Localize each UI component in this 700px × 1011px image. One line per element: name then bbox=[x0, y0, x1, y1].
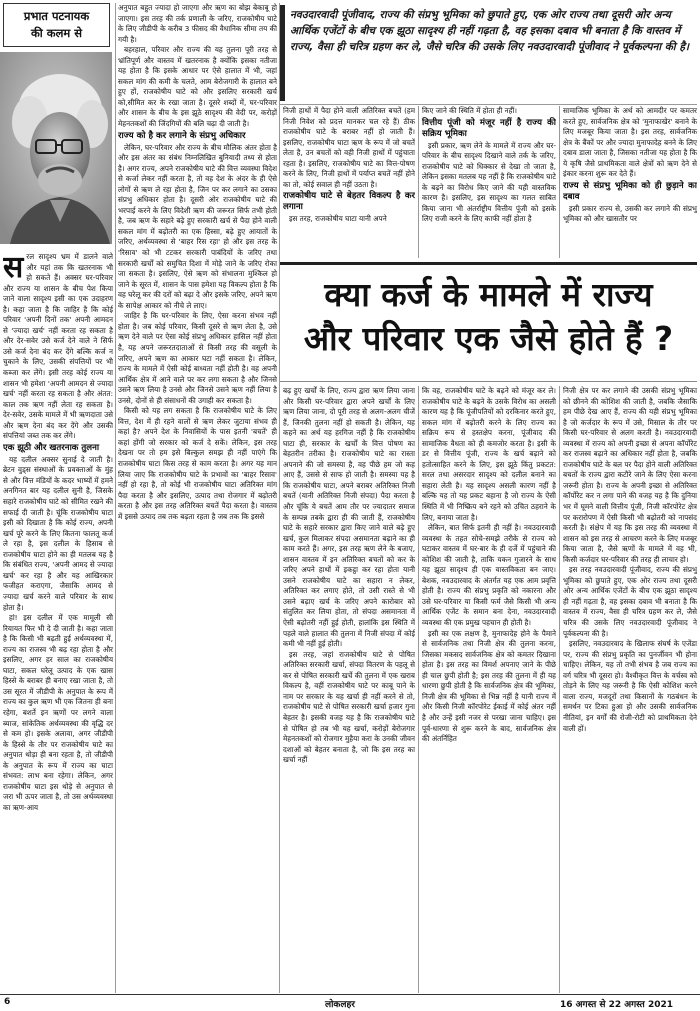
article-column-6 bbox=[563, 386, 697, 993]
article-column-3c bbox=[563, 106, 697, 258]
author-name: प्रभात पटनायक bbox=[23, 9, 90, 23]
subheading: एक झूठी और खतरनाक तुलना bbox=[3, 442, 100, 453]
pull-quote bbox=[280, 5, 697, 101]
column-paragraph: किए जाने की स्थिति में होता ही नहीं। bbox=[422, 106, 517, 115]
column-paragraph: इसी प्रकार राज्य से, उसकी कर लगाने की संप्रभु भूमिका को और खासतौर पर bbox=[563, 203, 697, 224]
headline-line-1: क्या कर्ज के मामले में राज्य bbox=[324, 275, 653, 314]
author-byline bbox=[3, 3, 110, 47]
article-headline bbox=[280, 262, 697, 382]
paragraph-text: रल सादृश्य भ्रम में डालने वाले और यहां तक कि खतरनाक भी हो सकते हैं। अक्सर घर-परिवार और राज्य या शासन के बीच पेश किया जाने वाला सादृश्य इसी का एक उदाहरण है। कहा जाता है कि जाहिर है कि कोई परिवार 'अपनी दिनों तक' अपनी आमदन से 'ज्यादा खर्च' नहीं करता रह सकता है और देर-सवेर उसे कर्ज देने वाले ने सिर्फ उसे कर्ज देना बंद कर देंगे बल्कि कर्ज न चुकाने के लिए, उसकी संपत्तियों पर भी कब्जा कर लेंगे। इसी तरह कोई राज्य या शासन भी हमेशा 'अपनी आमदन से ज्यादा खर्च' नहीं करता रह सकता है और अंतत: काल तक ऋण नहीं लेता रह सकता है। देर-सवेर, उसके मामले में भी ऋणदाता उसे और ऋण देना बंद कर देंगे और उसकी संपत्तियां जब्त तक कर लेंगे। bbox=[3, 252, 113, 441]
column-divider bbox=[279, 3, 280, 993]
column-paragraph: अनुपात बहुत ज्यादा हो जाएगा और ऋण का बोझ बेकाबू हो जाएगा। इस तरह की तर्क प्रणाली के जरिए, राजकोषीय घाटे के लिए जीडीपी के करीब 3 फीसद की वैधानिक सीमा तय की गयी है। bbox=[118, 3, 277, 44]
article-column-1 bbox=[3, 252, 113, 992]
subheading: वित्तीय पूंजी को मंजूर नहीं है राज्य की सक्रिय भूमिका bbox=[422, 117, 556, 139]
column-divider bbox=[418, 106, 419, 258]
headline-line-2: और परिवार एक जैसे होते हैं ? bbox=[303, 319, 674, 358]
subheading: राज्य को है कर लगाने के संप्रभु अधिकार bbox=[118, 130, 246, 141]
column-paragraph: लेकिन, घर-परिवार और राज्य के बीच मौलिक अंतर होता है और इस अंतर का संबंध निम्नलिखित बुनियादी तथ्य से होता है। अगर राज्य, अपने राजकोषीय घाटे की वित्त व्यवस्था विदेश से कर्जा लेकर नहीं करता है, तो वह देश के अंदर के ही ऐसे लोगों से ऋण ले रहा होता है, जिन पर कर लगाने का उसका संप्रभु अधिकार होता है। दूसरी ओर राजकोषीय घाटे की भरपाई करने के लिए विदेशी ऋण की जरूरत सिर्फ तभी होती है, जब ऋण के सहारे बढ़े हुए सरकारी खर्च से पैदा होने वाली सकल मांग में बढ़ोतरी का एक हिस्सा, बढ़े हुए आयातों के जरिए, अर्थव्यवस्था से 'बाहर रिस रहा' हो और इस तरह के 'रिसाव' को भी टटकर सरकारी पाबंदियों के जरिए तथा सरकारी खर्चों को समुचित दिशा में मोड़े जाने के जरिए रोका जा सकता है। इसलिए, ऐसे ऋण को संभालना मुश्किल हो जाने के सूरत में, शासन के पास हमेशा यह विकल्प होता है कि वह घरेलू कर की दरों को बढ़ा दे और इसके जरिए, अपने ऋण के सापेक्ष आकार को नीचे ले लाए। bbox=[118, 142, 277, 310]
page-footer bbox=[0, 996, 700, 1011]
column-paragraph: बहरहाल, परिवार और राज्य की यह तुलना पूरी तरह से भ्रांतिपूर्ण और वास्तव में खतरनाक है क्योंकि इसका नतीजा यह होता है कि इसके आधार पर ऐसे हालात में भी, जहां सकल मांग की कमी के चलते, आम बेरोजगारी के हालात बने हुए हों, राजकोषीय घाटे को और इसलिए सरकारी खर्च को,सीमित कर के रखा जाता है। दूसरे शब्दों में, घर-परिवार और शासन के बीच के इस झूठे सादृश्य की वेदी पर, करोड़ों मेहनतकशों की जिंदगियों की बलि चढ़ा दी जाती है। bbox=[118, 45, 277, 129]
pull-quote-text: नवउदारवादी पूंजीवाद, राज्य की संप्रभु भूमिका को छुपाते हुए, एक ओर राज्य तथा दूसरी ओर अन्य आर्थिक एजेंटों के बीच एक झूठा सादृश्य ही नहीं गढ़ता है, वह इसका दबाव भी बनाता है कि वास्तव में राज्य, वैसा ही चरित्र ग्रहण कर ले, जैसे चरित्र की उसके लिए नवउदारवादी पूंजीवाद ने पूर्वकल्पना की है। bbox=[290, 9, 689, 54]
column-paragraph: इसी प्रकार, ऋण लेने के मामले में राज्य और घर-परिवार के बीच सादृश्य दिखाने वाले तर्क के जरिए, राजकोषीय घाटे को धिक्कार से देखा तो जाता है, लेकिन इसका मतलब यह नहीं है कि राजकोषीय घाटे के बढ़ने का विरोध किए जाने की यही वास्तविक कारण है। इसलिए, इस सादृश्य का गलत साबित किया जाना भी अंतर्राष्ट्रीय वित्तीय पूंजी को इसके लिए राजी करने के लिए काफी नहीं होता है bbox=[422, 140, 556, 224]
column-paragraph: यह दलील अक्सर सुनाई दे जाती है। ब्रेटन वुड्स संस्थाओं के प्रवक्ताओं के मुंह से और वित्त मंडियों के कदर भाष्यों में हमने अनगिनत बार यह दलील सुनी है, जिसके सहारे राजकोषीय घाटे को सीमित रखने की सफाई दी जाती है। चूंकि राजकोषीय घाटा इसी को दिखाता है कि कोई राज्य, अपनी खर्च पूरे करने के लिए कितना फालतू कर्ज ले रहा है, इस दलील के हिसाब से राजकोषीय घाटा होने का ही मतलब यह है कि संबंधित राज्य, 'अपनी आमद से ज्यादा खर्च' कर रहा है और यह आखिरकार फजीहत कराएगा, जैसाकि आमद से ज्यादा खर्च करने वाले परिवार के साथ होता है। bbox=[3, 454, 113, 612]
column-paragraph: हां! इस दलील में एक मामूली सी रियायत फिर भी दे दी जाती है। कहा जाता है कि किसी भी बढ़ती हुई अर्थव्यवस्था में, राज्य का राजस्व भी बढ़ रहा होता है और इसलिए, अगर हर साल का राजकोषीय घाटा, सकल घरेलू उत्पाद के एक खास हिस्से के बराबर ही बनाए रखा जाता है, तो उस सूरत में जीडीपी के अनुपात के रूप में राज्य का कुल ऋण भी एक जितना ही बना रहेगा, बशर्ते इन ऋणों पर लगने वाला ब्याज, सांकेतिक अर्थव्यवस्था की वृद्धि दर से कम हो। इसके अलावा, अगर जीडीपी के हिस्से के तौर पर राजकोषीय घाटे का अनुपात थोड़ा ही बना रहता है, तो जीडीपी के अनुपात के रूप में राज्य का घाटा संभवत: लाभ बना रहेगा। लेकिन, अगर राजकोषीय घाटा इस थोड़े से अनुपात से जरा भी ऊपर जाता है, तो उस अर्थव्यवस्था का ऋण-आय bbox=[3, 613, 113, 812]
column-paragraph: निजी हाथों में पैदा होने वाली अतिरिक्त बचतें (हम निजी निवेश को प्रदत्त मानकर चल रहे हैं) ठीक राजकोषीय घाटे के बराबर नहीं हो जाती हैं। इसलिए, राजकोषीय घाटा ऋण के रूप में जो बचतें लेता है, उन बचतों को वही निजी हाथों में पहुंचाता रहता है। इसलिए, राजकोषीय घाटे का वित्त-पोषण करने के लिए, निजी हाथों में पर्याप्त बचतें नहीं होने का तो, कोई सवाल ही नहीं उठता है। bbox=[283, 106, 415, 189]
article-column-4 bbox=[283, 386, 415, 993]
article-column-2 bbox=[118, 3, 277, 993]
column-divider bbox=[418, 386, 419, 993]
issue-date: 16 अगस्त से 22 अगस्त 2021 bbox=[560, 1000, 673, 1010]
column-divider bbox=[559, 106, 560, 258]
author-photo bbox=[0, 52, 112, 244]
column-paragraph: इस तरह, जहां राजकोषीय घाटे से पोषित अतिरिक्त सरकारी खर्चा, संपदा वितरण के पहलू से कर से पोषित सरकारी खर्चे की तुलना में एक खराब विकल्प है, वहीं राजकोषीय घाटे पर काबू पाने के नाम पर सरकार के यह खर्चा ही नहीं करने से तो, राजकोषीय घाटे से पोषित सरकारी खर्चा हजार गुना बेहतर है। इसकी वजह यह है कि राजकोषीय घाटे से पोषित हो तब भी यह खर्चा, करोड़ों बेरोजगार मेहनतकशों को रोजगार मुहैया करा के उनकी जीवन दशाओं को बेहतर बनाता है, जो कि इस तरह का खर्चा नहीं bbox=[283, 649, 415, 765]
article-column-3b bbox=[422, 106, 556, 258]
column-divider bbox=[559, 386, 560, 993]
column-paragraph: इसी का एक लक्षण है, मुनाफादेह होने के पैमाने से सार्वजनिक तथा निजी क्षेत्र की तुलना करना, जिसका मकसद सार्वजनिक क्षेत्र को कमतर दिखाना होता है। इस तरह का विमर्श अपनाए जाने के पीछे ही चाल छुपी होती है; इस तरह की तुलना में ही यह धारणा छुपी होती है कि सार्वजनिक क्षेत्र की भूमिका, निजी क्षेत्र की भूमिका से भिन्न नहीं है यानी राज्य में और किसी निजी कॉरपोरेट ईकाई में कोई अंतर नहीं है और उन्हें इसी नजर से परखा जाना चाहिए। इस पूर्व-धारणा से शुरू करने के बाद, सार्वजनिक क्षेत्र की अंतर्निहित bbox=[422, 628, 556, 744]
column-paragraph: जाहिर है कि घर-परिवार के लिए, ऐसा करना संभव नहीं होता है। जब कोई परिवार, किसी दूसरे से ऋण लेता है, उसे ऋण देने वाले पर ऐसा कोई संप्रभु अधिकार हासिल नहीं होता है, यह अपने जरूरतदाताओं से किसी तरह की वसूली के जरिए, अपने ऋण का आकार घटा नहीं सकता है। लेकिन, राज्य के मामले में ऐसी कोई बाध्यता नहीं होती है। वह अपनी आर्थिक क्षेत्र में आने वाले पर कर लगा सकता है और जिनसे उसने ऋण लिया है उनसे और जिनसे उसने ऋण नहीं लिया है उनसे, दोनों से ही संसाधनों की उगाही कर सकता है। bbox=[118, 311, 277, 405]
section-divider bbox=[280, 104, 697, 105]
article-column-3a bbox=[283, 106, 415, 258]
column-paragraph: कि वह, राजकोषीय घाटे के बढ़ने को मंजूर कर ले। राजकोषीय घाटे के बढ़ने के उसके विरोध का असली कारण यह है कि पूंजीपतियों को दरकिनार करते हुए, सकल मांग में बढ़ोतरी करने के लिए राज्य का सक्रिय रूप से हस्तक्षेप करना, पूंजीवाद की सामाजिक वैधता को ही कमजोर करता है। इसी के डर से वित्तीय पूंजी, राज्य के खर्च बढ़ाने को हतोत्साहित करने के लिए, इस झूठे किंतु प्रकटत: सरल तथा असरदार सादृश्य को दलील बनाने का सहारा लेती है। यह सादृश्य असली कारण नहीं है बल्कि यह तो यह प्रकट बहाना है जो राज्य के ऐसी स्थिति में भी निष्क्रिय बने रहने को उचित ठहराने के लिए, बनाया जाता है। bbox=[422, 386, 556, 522]
column-paragraph: निजी क्षेत्र पर कर लगाने की उसकी संप्रभु भूमिका को छीनने की कोशिश की जाती है, जबकि जैसाकि हम पीछे देख आए हैं, राज्य की यही संप्रभु भूमिका है जो कर्जदार के रूप में उसे, मिसाल के तौर पर किसी घर-परिवार से अलग करती है। नवउदारवादी व्यवस्था में राज्य को अपनी इच्छा से अपना कॉर्पोरेट कर राजस्व बढ़ाने का अधिकार नहीं होता है, जबकि राजकोषीय घाटे के बल पर पैदा होने वाली अतिरिक्त बचतों के राज्य द्वारा कटौरे जाने के लिए ऐसा करना जरूरी होता है। राज्य के अपनी इच्छा से अतिरिक्त कॉर्पोरेट कर न लगा पाने की वजह यह है कि दुनिया भर में घूमने वाली वित्तीय पूंजी, निजी कॉरपोरेट क्षेत्र पर करारोपण में ऐसी किसी भी बढ़ोतरी को नापसंद करती है। संक्षेप में यह कि इस तरह की व्यवस्था में शासन को इस तरह से आचरण करने के लिए मजबूर किया जाता है, जैसे ऋणों के मामले में वह भी, किसी कर्जदार घर-परिवार की तरह ही लाचार हो। bbox=[563, 386, 697, 564]
page-number: 6 bbox=[4, 997, 11, 1007]
column-paragraph: बढ़ हुए खर्चों के लिए, राज्य द्वारा ऋण लिया जाना और किसी घर-परिवार द्वारा अपने खर्चों के लिए ऋण लिया जाना, दो पूरी तरह से अलग-अलग चीजें हैं, जिनकी तुलना नहीं हो सकती है। लेकिन, यह कहने का अर्थ यह हरगिज नहीं है कि राजकोषीय घाटा ही, सरकार के खर्चों के वित्त पोषण का बेहतरीन तरीका है। राजकोषीय घाटे का रास्ता अपनाने की जो समस्या है, वह पीछे हम जो कह आए हैं, उससे से साफ हो जाती है। समस्या यह है कि राजकोषीय घाटा, अपने बराबर अतिरिक्त निजी बचतें (यानी अतिरिक्त निजी संपदा) पैदा करता है और चूंकि ये बचतें आम तौर पर ज्यादातर समाज के सम्पन्न तबके द्वारा ही की जाती हैं, राजकोषीय घाटे के सहारे सरकार द्वारा किए जाने वाले बढ़े हुए खर्च, कुल मिलाकर संपदा असमानता बढ़ाने का ही काम करते हैं। अगर, इस तरह ऋण लेने के बजाए, शासन वास्तव में इन अतिरिक्त बचतों को कर के जरिए अपने हाथों में इकट्ठा कर रहा होता यानी उसने राजकोषीय घाटे का सहारा न लेकर, अतिरिक्त कर लगाए होते, तो उसी रास्ते से भी उसने बढ़ाए खर्च के जरिए अपने कारोबार को संतुलित कर लिया होता, तो संपदा असमानता में ऐसी बढ़ोतरी नहीं हुई होती, हालांकि इस स्थिति में पहले वाले हालात की तुलना में निजी संपदा में कोई कमी भी नहीं हुई होती। bbox=[283, 386, 415, 649]
column-paragraph: इसलिए, नवउदारवाद के खिलाफ संघर्ष के एजेंडा पर, राज्य की संप्रभु प्रकृति का पुनर्जीवन भी होना चाहिए। लेकिन, यह तो तभी संभव है जब राज्य का वर्ग चरित्र भी दूसरा हो। वैश्वीकृत वित्त के वर्चस्व को तोड़ने के लिए यह जरूरी है कि ऐसी कोशिश करने वाला राज्य, मजदूरों तथा किसानों के गठबंधन के समर्थन पर टिका हुआ हो और उसकी सार्वजनिक नीतियां, इन वर्गों की रोजी-रोटी को प्राथमिकता देने वाली हों। bbox=[563, 639, 697, 733]
subheading: राज्य से संप्रभु भूमिका को ही छुड़ाने का दबाव bbox=[563, 180, 697, 202]
subheading: राजकोषीय घाटे से बेहतर विकल्प है कर लगाना bbox=[283, 191, 415, 213]
newspaper-name: लोकलहर bbox=[325, 1000, 355, 1010]
article-column-5 bbox=[422, 386, 556, 993]
column-paragraph: इस तरह नवउदारवादी पूंजीवाद, राज्य की संप्रभु भूमिका को छुपाते हुए, एक ओर राज्य तथा दूसरी ओर अन्य आर्थिक एजेंटों के बीच एक झूठा सादृश्य ही नहीं गढ़ता है, वह इसका दबाव भी बनाता है कि वास्तव में राज्य, वैसा ही चरित्र ग्रहण कर ले, जैसे चरित्र की उसके लिए नवउदारवादी पूंजीवाद ने पूर्वकल्पना की है। bbox=[563, 565, 697, 638]
column-paragraph: किसी को यह लग सकता है कि राजकोषीय घाटे के लिए वित्त, देश में ही रहने वालों से ऋण लेकर जुटाया संभव ही कहां है? अपने देश के निवासियों के पास इतनी 'बचतें' ही कहां होंगी जो सरकार को कर्ज दे सकें। लेकिन, इस तरह देखना पर तो हम इसे बिल्कुल समझ ही नहीं पाएंगे कि राजकोषीय घाटा किस तरह से काम करता है। अगर यह मान लिया जाए कि राजकोषीय घाटे के प्रभावों का 'बाहर रिसाव' नहीं हो रहा है, तो कोई भी राजकोषीय घाटा अतिरिक्त मांग पैदा करता है और इसलिए, उत्पाद तथा रोजगार में बढ़ोतरी करता है और इस तरह अतिरिक्त बचतें पैदा करता है। वास्तव में इससे उत्पाद तब तक बढ़ता रहता है जब तक कि इससे bbox=[118, 406, 277, 521]
column-paragraph: सामाजिक भूमिका के अर्थ को आमदीर पर कमतर करते हुए, सार्वजनिक क्षेत्र को 'मुनाफाखेर' बनाने के लिए मजबूर किया जाता है। इस तरह, सार्वजनिक क्षेत्र के बैंकों पर और ज्यादा मुनाफादेह बनने के लिए दबाव डाला जाता है, जिसका नतीजा यह होता है कि ये कृषि जैसे प्राथमिकता वाले क्षेत्रों को ऋण देने से इंकार करना शुरू कर देते हैं। bbox=[563, 106, 697, 179]
column-paragraph bbox=[3, 252, 113, 442]
pull-quote-bar bbox=[280, 5, 285, 101]
byline-tagline: की कलम से bbox=[30, 26, 83, 40]
footer-rule bbox=[0, 994, 700, 995]
column-paragraph: लेकिन, बात सिर्फ इतनी ही नहीं है। नवउदारवादी व्यवस्था के तहत सोचे-समझे तरीके से राज्य को घटाकर वास्तव में घर-बार के ही दर्जे में पहुंचाने की कोशिश की जाती है, ताकि यकन गुजारने के साथ यह झूठा सादृश्य ही एक वास्तविकता बन जाए। बेशक, नवउदारवाद के अंतर्गत यह एक आम प्रवृत्ति होती है। राज्य की संप्रभु प्रकृति को नकारना और उसे घर-परिवार या किसी फर्म जैसे किसी भी अन्य आर्थिक एजेंट के समान बना देना, नवउदारवादी व्यवस्था की एक प्रमुख पहचान ही होती है। bbox=[422, 523, 556, 628]
column-divider bbox=[115, 3, 116, 993]
column-paragraph: इस तरह, राजकोषीय घाटा यानी अपने bbox=[289, 214, 387, 224]
dropcap: स bbox=[3, 252, 24, 285]
